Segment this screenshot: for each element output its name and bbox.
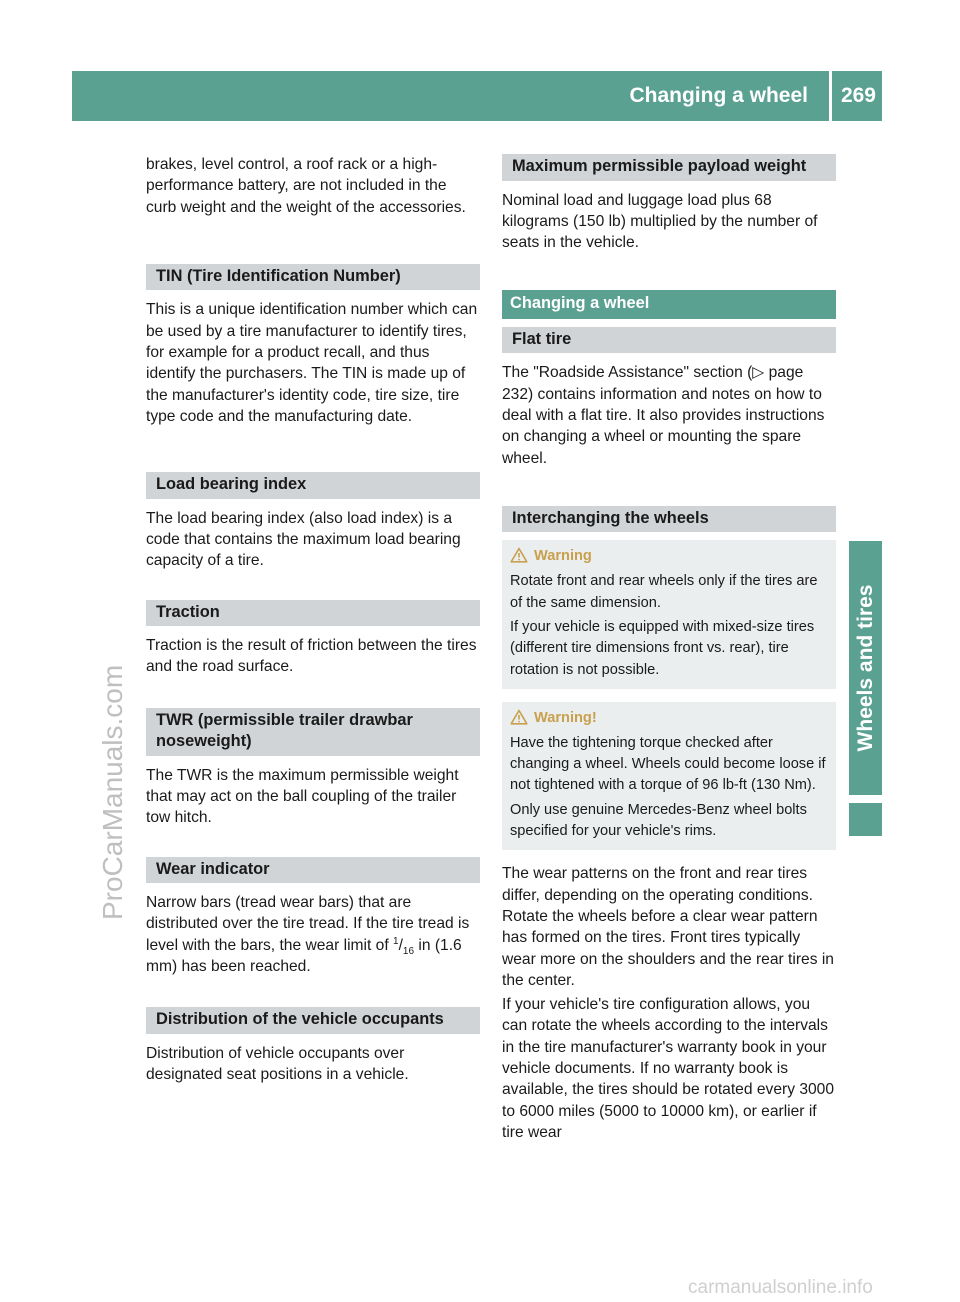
warning2-paragraph-2: Only use genuine Mercedes-Benz wheel bolts specified for your vehicle's rims. (510, 801, 807, 840)
payload-heading: Maximum permissible payload weight (502, 154, 836, 181)
warning-label: Warning! (534, 709, 597, 726)
warning2-paragraph-1: Have the tightening torque checked after changing a wheel. Wheels could become loose if not tightened with a torque of 96 lb-ft (130 Nm). (510, 734, 826, 794)
watermark: ProCarManuals.com (97, 664, 128, 920)
wear-text-a: Narrow bars (tread wear bars) that are distributed over the tire tread. If the tire tread is level with the bars, the wear limit of (146, 894, 470, 954)
page-header (72, 71, 882, 121)
load-index-heading: Load bearing index (146, 472, 480, 499)
header-section-title: Changing a wheel (629, 84, 808, 107)
fraction-numerator: 1 (393, 935, 399, 947)
rotation-paragraph-2: If your vehicle's tire configuration allows, you can rotate the wheels according to the intervals in the tire manufacturer's warranty book in your vehicle documents. If no warranty book is available, the tires should be rotated every 3000 to 6000 miles (5000 to 10000 km), or earlier if tire wear (502, 996, 835, 1141)
left-column (146, 154, 480, 1085)
occupants-heading: Distribution of the vehicle occupants (146, 1007, 480, 1034)
warning1-paragraph-2: If your vehicle is equipped with mixed-size tires (different tire dimensions front vs. rear), tire rotation is not possible. (510, 618, 815, 678)
payload-paragraph: Nominal load and luggage load plus 68 kilograms (150 lb) multiplied by the number of seats in the vehicle. (502, 191, 818, 252)
wear-indicator-heading: Wear indicator (146, 857, 480, 884)
fraction-denominator: 16 (402, 945, 415, 957)
flat-tire-paragraph: The "Roadside Assistance" section (▷ page 232) contains information and notes on how to deal with a flat tire. It also provides instructions on changing a wheel or mounting the spare wheel. (502, 364, 825, 467)
side-tab-marker (849, 803, 882, 836)
twr-heading: TWR (permissible trailer drawbar noseweight) (146, 708, 480, 756)
tin-paragraph: This is a unique identification number which can be used by a tire manufacturer to identify tires, for example for a product recall, and thus identify the purchasers. The TIN is made up of the manufacturer's identity code, tire size, tire type code and the manufacturing date. (146, 301, 478, 425)
interchanging-heading: Interchanging the wheels (502, 506, 836, 533)
warning-triangle-icon (510, 709, 528, 725)
warning-box-1 (502, 540, 836, 688)
header-separator (829, 71, 832, 121)
warning1-paragraph-1: Rotate front and rear wheels only if the tires are of the same dimension. (510, 573, 818, 611)
rotation-paragraph-1: The wear patterns on the front and rear tires differ, depending on the operating conditions. Rotate the wheels before a clear wear pattern has formed on the tires. Front tires typically wear more on the shoulders and the rear tires in the center. (502, 865, 834, 989)
right-column (502, 154, 836, 1143)
tin-heading: TIN (Tire Identification Number) (146, 264, 480, 291)
wear-text-b: in (1.6 mm) has been reached. (146, 936, 462, 975)
side-chapter-tab (849, 541, 882, 795)
traction-paragraph: Traction is the result of friction between the tires and the road surface. (146, 637, 477, 676)
fraction-separator: / (398, 936, 403, 954)
page-number: 269 (840, 84, 876, 107)
warning-label: Warning (534, 548, 592, 565)
warning-triangle-icon (510, 547, 528, 563)
side-tab-label: Wheels and tires (854, 584, 877, 752)
occupants-paragraph: Distribution of vehicle occupants over designated seat positions in a vehicle. (146, 1044, 409, 1084)
footer-watermark: carmanualsonline.info (688, 1277, 873, 1298)
flat-tire-heading: Flat tire (502, 327, 836, 354)
load-index-paragraph: The load bearing index (also load index) is a code that contains the maximum load bearing capacity of a tire. (146, 509, 461, 570)
changing-wheel-heading: Changing a wheel (502, 290, 836, 319)
warning-box-2 (502, 702, 836, 850)
twr-paragraph: The TWR is the maximum permissible weight that may act on the ball coupling of the trailer tow hitch. (146, 766, 459, 827)
wear-indicator-paragraph (146, 892, 480, 977)
traction-heading: Traction (146, 600, 480, 627)
intro-paragraph: brakes, level control, a roof rack or a high-performance battery, are not included in the curb weight and the weight of the accessories. (146, 156, 466, 216)
